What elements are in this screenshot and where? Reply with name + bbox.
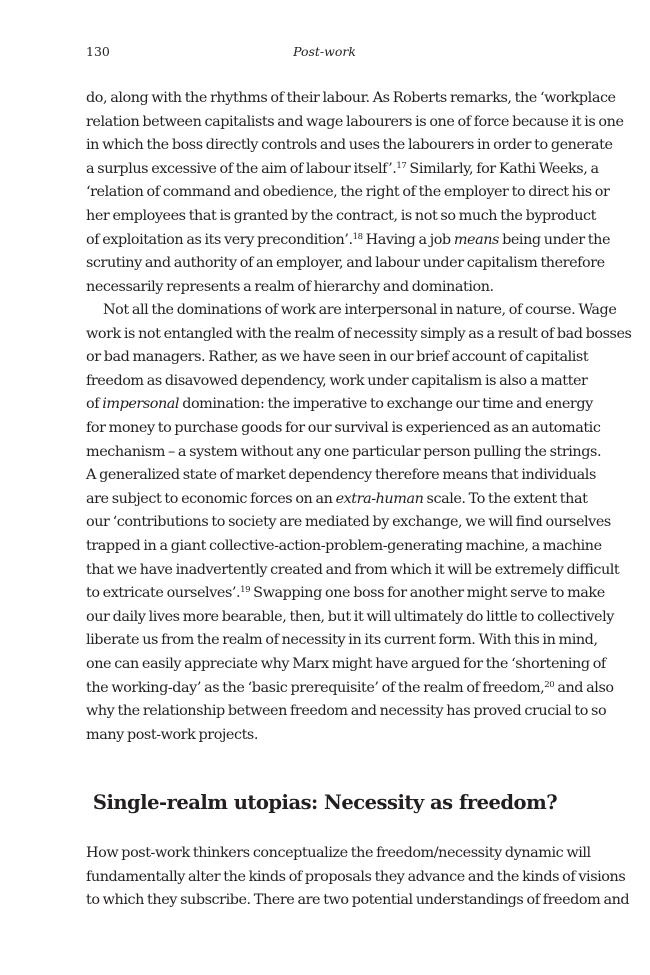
text-line: our daily lives more bearable, then, but it will ultimately do little to collectively — [86, 608, 614, 625]
text-line: why the relationship between freedom and necessity has proved crucial to so — [86, 703, 607, 720]
text-line — [86, 393, 593, 417]
footnote-ref-17[interactable]: 17 — [396, 160, 407, 171]
text-line: fundamentally alter the kinds of proposals they advance and the kinds of visions — [86, 868, 626, 885]
body-paragraph-2 — [86, 299, 632, 747]
text-run: the working-day’ as the ‘basic prerequisite’ of the realm of freedom, — [86, 679, 545, 696]
text-run: scale. To the extent that — [423, 490, 588, 507]
text-run: Having a job — [362, 231, 454, 248]
footnote-ref-18[interactable]: 18 — [352, 231, 363, 242]
text-line: many post-work projects. — [86, 726, 258, 743]
text-line: scrutiny and authority of an employer, and labour under capitalism therefore — [86, 255, 605, 272]
text-run: and also — [554, 679, 614, 696]
page-number: 130 — [86, 44, 110, 59]
emphasis-means: means — [453, 231, 499, 248]
body-paragraph-1 — [86, 87, 624, 299]
running-title: Post-work — [293, 44, 356, 59]
text-line — [86, 488, 588, 512]
text-line: one can easily appreciate why Marx might have argued for the ‘shortening of — [86, 655, 606, 672]
text-run: being under the — [498, 231, 611, 248]
text-run: domination: the imperative to exchange our time and energy — [179, 396, 593, 413]
text-line: do, along with the rhythms of their labour. As Roberts remarks, the ‘workplace — [86, 90, 616, 106]
emphasis-impersonal: impersonal — [102, 396, 180, 413]
text-line: her employees that is granted by the contract, is not so much the byproduct — [86, 207, 596, 224]
text-line: or bad managers. Rather, as we have seen in our brief account of capitalist — [86, 349, 589, 366]
text-line — [86, 229, 611, 253]
text-line — [86, 158, 599, 182]
text-run: Similarly, for Kathi Weeks, a — [406, 160, 599, 177]
text-line: trapped in a giant collective-action-problem-generating machine, a machine — [86, 537, 602, 554]
text-line: work is not entangled with the realm of necessity simply as a result of bad bosses — [86, 325, 632, 342]
text-line: for money to purchase goods for our survival is experienced as an automatic — [86, 419, 601, 436]
text-line: How post-work thinkers conceptualize the freedom/necessity dynamic will — [86, 845, 591, 861]
text-line: mechanism – a system without any one particular person pulling the strings. — [86, 443, 602, 460]
text-line: freedom as disavowed dependency, work under capitalism is also a matter — [86, 372, 588, 389]
text-line: liberate us from the realm of necessity in its current form. With this in mind, — [86, 632, 598, 649]
text-line — [86, 677, 614, 701]
section-heading: Single-realm utopias: Necessity as freedom? — [92, 791, 558, 814]
text-line: in which the boss directly controls and uses the labourers in order to generate — [86, 137, 613, 154]
text-line: that we have inadvertently created and from which it will be extremely difficult — [86, 561, 620, 578]
text-line: ‘relation of command and obedience, the right of the employer to direct his or — [86, 184, 610, 201]
text-line — [86, 582, 605, 606]
emphasis-extra-human: extra-human — [335, 490, 424, 507]
text-run: are subject to economic forces on an — [86, 490, 336, 507]
text-line: A generalized state of market dependency therefore means that individuals — [86, 467, 596, 484]
text-line: relation between capitalists and wage labourers is one of force because it is one — [86, 113, 624, 130]
text-run: a surplus excessive of the aim of labour itself’. — [86, 160, 397, 177]
text-line: necessarily represents a realm of hierarchy and domination. — [86, 278, 494, 295]
text-line: Not all the dominations of work are interpersonal in nature, of course. Wage — [103, 302, 617, 318]
footnote-ref-20[interactable]: 20 — [544, 679, 555, 690]
text-run: to extricate ourselves’. — [86, 585, 241, 602]
text-line: to which they subscribe. There are two potential understandings of freedom and — [86, 892, 630, 909]
text-run: Swapping one boss for another might serve to make — [250, 585, 605, 602]
running-head — [86, 44, 563, 64]
text-run: of exploitation as its very precondition’. — [86, 231, 353, 248]
text-run: of — [86, 396, 103, 413]
text-line: our ‘contributions to society are mediated by exchange, we will find ourselves — [86, 514, 611, 531]
footnote-ref-19[interactable]: 19 — [240, 585, 251, 596]
body-paragraph-3 — [86, 842, 630, 913]
